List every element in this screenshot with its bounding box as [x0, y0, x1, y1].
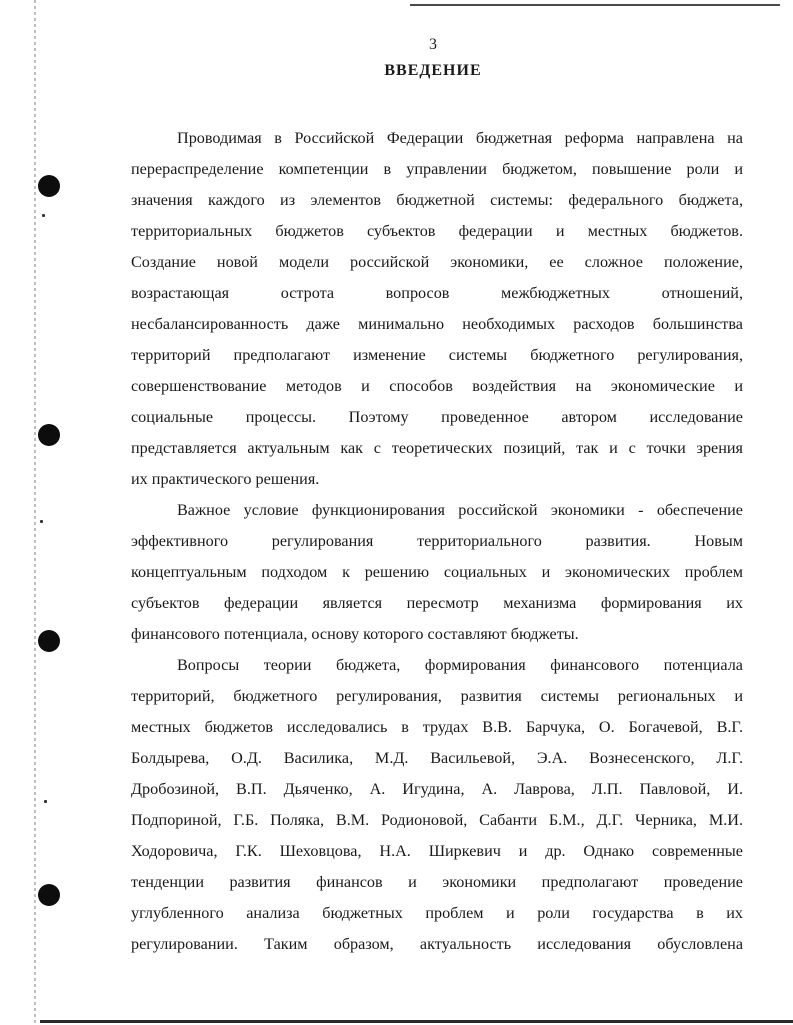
text-line: Важное условие функционирования российской экономики - обеспечение [177, 501, 743, 519]
punch-hole [38, 424, 60, 446]
text-line: перераспределение компетенции в управлении бюджетом, повышение роли и [131, 160, 743, 178]
text-line: эффективного регулирования территориального развития. Новым [131, 532, 743, 550]
text-line: углубленного анализа бюджетных проблем и роли государства в их [131, 904, 743, 922]
text-line: территорий, бюджетного регулирования, развития системы региональных и [131, 687, 743, 705]
punch-hole [38, 175, 60, 197]
text-line: Подпориной, Г.Б. Поляка, В.М. Родионовой, Сабанти Б.М., Д.Г. Черника, М.И. [131, 811, 743, 829]
body-text [131, 123, 743, 960]
text-line: концептуальным подходом к решению социальных и экономических проблем [131, 563, 743, 581]
paragraph [131, 650, 743, 960]
scan-speck [44, 800, 47, 803]
text-line: социальные процессы. Поэтому проведенное автором исследование [131, 408, 743, 426]
text-line: территориальных бюджетов субъектов федерации и местных бюджетов. [131, 222, 743, 240]
scan-speck [40, 520, 43, 523]
text-line: тенденции развития финансов и экономики предполагают проведение [131, 873, 743, 891]
scan-top-edge [410, 4, 780, 6]
paragraph [131, 495, 743, 650]
text-line: финансового потенциала, основу которого составляют бюджеты. [131, 625, 579, 643]
punch-hole [38, 630, 60, 652]
text-line: Вопросы теории бюджета, формирования финансового потенциала [177, 656, 743, 674]
text-line: Болдырева, О.Д. Василика, М.Д. Васильевой, Э.А. Вознесенского, Л.Г. [131, 749, 743, 767]
page-title: ВВЕДЕНИЕ [384, 62, 482, 79]
text-line: значения каждого из элементов бюджетной системы: федерального бюджета, [131, 191, 743, 209]
text-line: несбалансированность даже минимально необходимых расходов большинства [131, 315, 743, 333]
paragraph [131, 123, 743, 495]
text-line: совершенствование методов и способов воздействия на экономические и [131, 377, 743, 395]
text-line: их практического решения. [131, 470, 320, 488]
scan-left-edge [34, 0, 36, 1025]
punch-hole [38, 884, 60, 906]
text-line: субъектов федерации является пересмотр механизма формирования их [131, 594, 743, 612]
page-number: 3 [429, 36, 437, 53]
text-line: Ходоровича, Г.К. Шеховцова, Н.А. Ширкевич и др. Однако современные [131, 842, 743, 860]
text-line: регулировании. Таким образом, актуальность исследования обусловлена [131, 935, 743, 953]
text-line: территорий предполагают изменение системы бюджетного регулирования, [131, 346, 743, 364]
scan-speck [42, 214, 45, 217]
text-line: местных бюджетов исследовались в трудах В.В. Барчука, О. Богачевой, В.Г. [131, 718, 743, 736]
text-line: Создание новой модели российской экономики, ее сложное положение, [131, 253, 743, 271]
text-line: возрастающая острота вопросов межбюджетных отношений, [131, 284, 743, 302]
text-line: представляется актуальным как с теоретических позиций, так и с точки зрения [131, 439, 743, 457]
text-line: Проводимая в Российской Федерации бюджетная реформа направлена на [177, 129, 743, 147]
text-line: Дробозиной, В.П. Дьяченко, А. Игудина, А. Лаврова, Л.П. Павловой, И. [131, 780, 743, 798]
scan-bottom-edge [40, 1020, 793, 1023]
